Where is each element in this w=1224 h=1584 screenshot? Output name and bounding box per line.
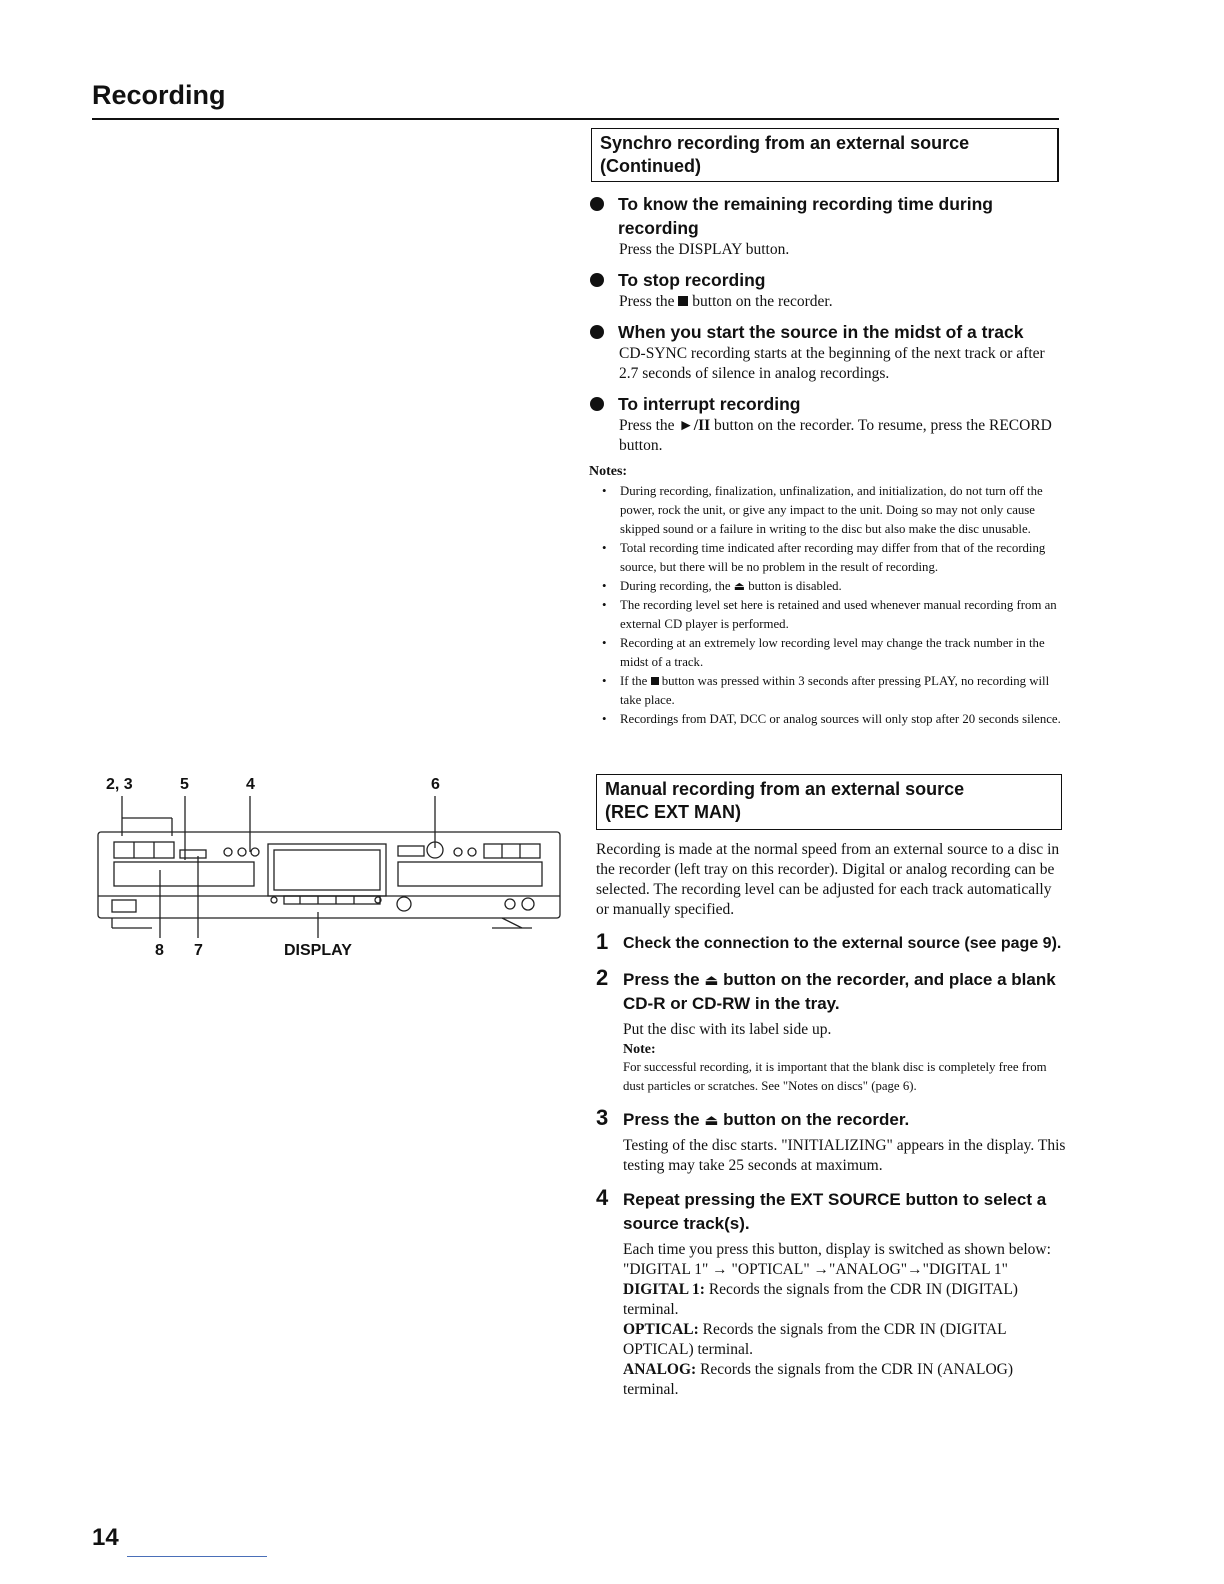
stop-icon <box>651 677 659 685</box>
bullet-dot-icon <box>590 197 604 211</box>
step-number: 1 <box>596 929 609 954</box>
bullet-text: CD-SYNC recording starts at the beginning of the next track or after 2.7 seconds of silence in analog recordings. <box>619 345 1045 382</box>
notes-label: Notes: <box>589 464 628 479</box>
eject-icon: ⏏ <box>704 971 719 989</box>
bullet-heading: To know the remaining recording time during recording <box>589 192 1065 240</box>
step-heading: Press the ⏏ button on the recorder. <box>623 1110 910 1129</box>
section-header-line1: Synchro recording from an external source <box>600 133 970 153</box>
step-heading: Press the ⏏ button on the recorder, and place a blank CD-R or CD-RW in the tray. <box>623 970 1056 1013</box>
bullet-text: Press the DISPLAY button. <box>619 241 790 258</box>
callout-2-3: 2, 3 <box>106 776 133 793</box>
intro-paragraph: Recording is made at the normal speed from an external source to a disc in the recorder (left tray on this recorder). Digital or analog recording can be selected. The recording level can be adjusted for each track automatically or manually specified. <box>596 841 1060 918</box>
definition: DIGITAL 1: Records the signals from the CDR IN (DIGITAL) terminal. <box>623 1281 1018 1318</box>
step-text: Testing of the disc starts. "INITIALIZING" appears in the display. This testing may take 25 seconds at maximum. <box>623 1137 1066 1174</box>
list-item: • Total recording time indicated after recording may differ from that of the recording source, but there will be no problem in the result of recording. <box>589 539 1065 577</box>
note-text: For successful recording, it is important that the blank disc is completely free from dust particles or scratches. See "Notes on discs" (page 6). <box>623 1060 1047 1093</box>
step-number: 3 <box>596 1105 609 1130</box>
step-text: Put the disc with its label side up. <box>623 1021 832 1038</box>
step-number: 4 <box>596 1185 609 1210</box>
list-item: • Recordings from DAT, DCC or analog sources will only stop after 20 seconds silence. <box>589 710 1065 729</box>
recorder-diagram <box>92 770 572 970</box>
callout-6: 6 <box>431 776 440 793</box>
callout-7: 7 <box>194 942 203 959</box>
bullet-text: Press the ►/II button on the recorder. To resume, press the RECORD button. <box>619 417 1052 454</box>
list-item: • During recording, finalization, unfinalization, and initialization, do not turn off the power, rock the unit, or give any impact to the unit. Doing so may not only cause skipped sound or a failure in writing to the disc but also make the disc unusable. <box>589 482 1065 539</box>
bullet-text: Press the button on the recorder. <box>619 293 833 310</box>
bullet-dot-icon <box>590 325 604 339</box>
callout-4: 4 <box>246 776 255 793</box>
play-pause-icon: ►/II <box>678 417 711 434</box>
bullet-dot-icon <box>590 397 604 411</box>
section-header-line2: (REC EXT MAN) <box>605 802 741 822</box>
definition: OPTICAL: Records the signals from the CDR IN (DIGITAL OPTICAL) terminal. <box>623 1321 1007 1358</box>
list-item: • If the button was pressed within 3 seconds after pressing PLAY, no recording will take place. <box>589 672 1065 710</box>
bullet-heading: When you start the source in the midst of a track <box>589 320 1065 344</box>
list-item: • The recording level set here is retained and used whenever manual recording from an external CD player is performed. <box>589 596 1065 634</box>
title-rule <box>92 118 1059 120</box>
step <box>596 929 1066 956</box>
section-header-manual <box>596 774 1062 830</box>
step-text: Each time you press this button, display is switched as shown below: <box>623 1241 1051 1258</box>
section-header-line1: Manual recording from an external source <box>605 779 965 799</box>
step <box>596 1105 1066 1176</box>
recorder-drawing <box>92 770 572 970</box>
list-item: • Recording at an extremely low recording level may change the track number in the midst of a track. <box>589 634 1065 672</box>
note-label: Note: <box>623 1042 656 1057</box>
bullet-heading: To interrupt recording <box>589 392 1065 416</box>
header-box-right-edge <box>1057 128 1059 182</box>
notes-list <box>589 482 1065 729</box>
section-header-synchro <box>591 128 1059 182</box>
eject-icon: ⏏ <box>733 579 746 593</box>
section-synchro-body <box>589 192 1065 729</box>
step-number: 2 <box>596 965 609 990</box>
step <box>596 1185 1066 1400</box>
section-header-line2: (Continued) <box>600 156 701 176</box>
callout-8: 8 <box>155 942 164 959</box>
step <box>596 965 1066 1096</box>
eject-icon: ⏏ <box>704 1111 719 1129</box>
callout-5: 5 <box>180 776 189 793</box>
step-heading: Check the connection to the external source (see page 9). <box>623 935 1062 952</box>
page-title: Recording <box>92 80 226 110</box>
page-number: 14 <box>92 1524 119 1551</box>
section-manual-body <box>596 840 1066 1400</box>
callout-display: DISPLAY <box>284 942 352 959</box>
list-item: • During recording, the ⏏ button is disabled. <box>589 577 1065 596</box>
definition: ANALOG: Records the signals from the CDR IN (ANALOG) terminal. <box>623 1361 1014 1398</box>
bullet-dot-icon <box>590 273 604 287</box>
stop-icon <box>678 296 688 306</box>
sequence-text: "DIGITAL 1" → "OPTICAL" →"ANALOG"→"DIGITAL 1" <box>623 1261 1008 1278</box>
bullet-heading: To stop recording <box>589 268 1065 292</box>
bottom-rule <box>127 1556 267 1557</box>
step-heading: Repeat pressing the EXT SOURCE button to select a source track(s). <box>623 1190 1047 1233</box>
